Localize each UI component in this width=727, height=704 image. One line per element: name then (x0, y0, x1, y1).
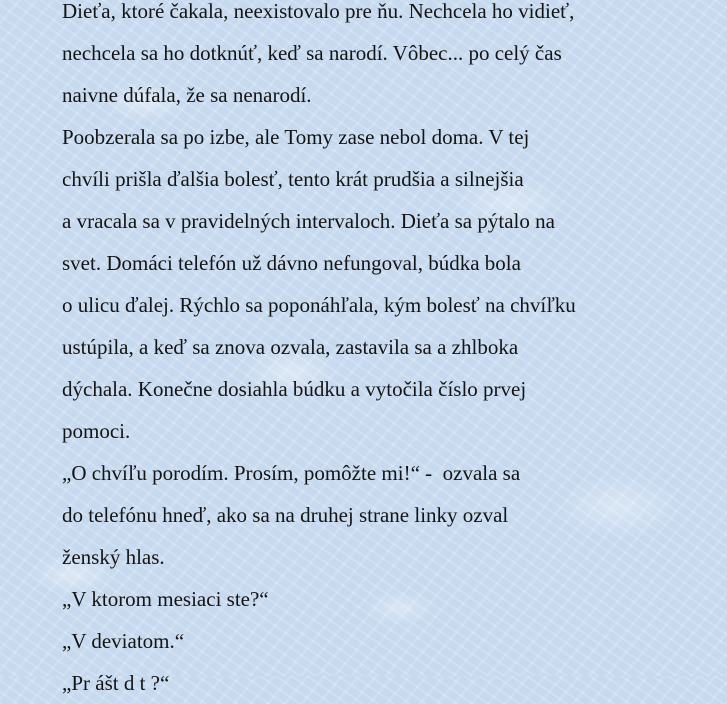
text-line: ženský hlas. (62, 545, 165, 569)
text-line: Poobzerala sa po izbe, ale Tomy zase nebol doma. V tej (62, 125, 530, 149)
document-body (62, 0, 702, 704)
text-line: „V deviatom.“ (62, 629, 185, 653)
text-line: Dieťa, ktoré čakala, neexistovalo pre ňu. Nechcela ho vidieť, (62, 0, 575, 23)
text-line: „Pr ášt d t ?“ (62, 671, 170, 695)
text-line: chvíli prišla ďalšia bolesť, tento krát prudšia a silnejšia (62, 167, 524, 191)
text-line: do telefónu hneď, ako sa na druhej strane linky ozval (62, 503, 509, 527)
text-line: dýchala. Konečne dosiahla búdku a vytočila číslo prvej (62, 377, 527, 401)
text-line: „V ktorom mesiaci ste?“ (62, 587, 269, 611)
text-line: pomoci. (62, 419, 131, 443)
text-line: „O chvíľu porodím. Prosím, pomôžte mi!“ - ozvala sa (62, 461, 521, 485)
text-line: nechcela sa ho dotknúť, keď sa narodí. Vôbec... po celý čas (62, 41, 562, 65)
text-line: ustúpila, a keď sa znova ozvala, zastavila sa a zhlboka (62, 335, 519, 359)
text-line: svet. Domáci telefón už dávno nefungoval, búdka bola (62, 251, 521, 275)
text-line: naivne dúfala, že sa nenarodí. (62, 83, 312, 107)
text-line: a vracala sa v pravidelných intervaloch. Dieťa sa pýtalo na (62, 209, 555, 233)
text-line: o ulicu ďalej. Rýchlo sa poponáhľala, kým bolesť na chvíľku (62, 293, 576, 317)
